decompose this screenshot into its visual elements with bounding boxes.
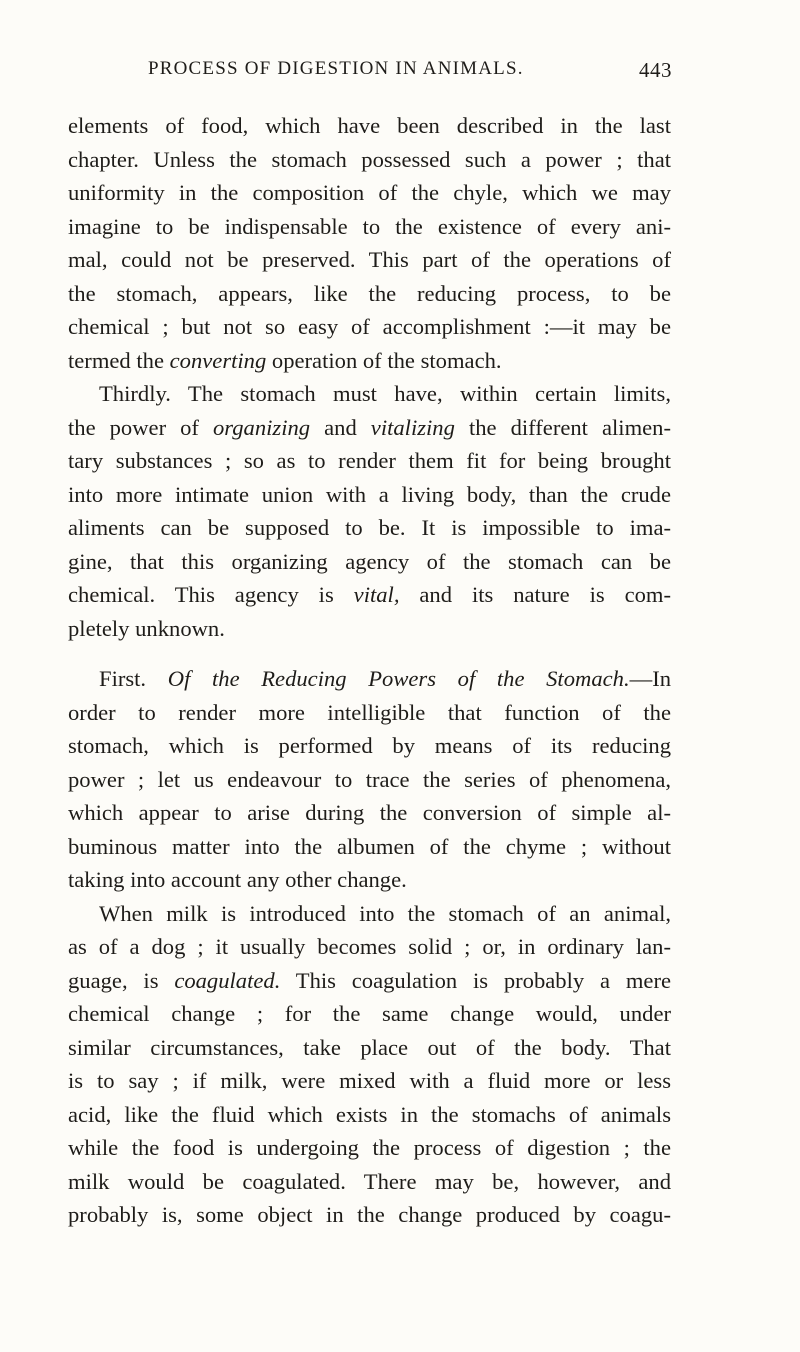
text-line-11: tary substances ; so as to render them fit for being brought <box>68 448 671 473</box>
text-line-25: as of a dog ; it usually becomes solid ; or, in ordinary lan- <box>68 934 671 959</box>
emphasis-coagulated: coagulated. <box>174 967 281 993</box>
running-title: PROCESS OF DIGESTION IN ANIMALS. <box>148 58 524 79</box>
text-line-8: termed the converting operation of the stomach. <box>68 347 502 373</box>
text-line-13: aliments can be supposed to be. It is impossible to ima- <box>68 515 671 540</box>
text-line-9: Thirdly. The stomach must have, within certain limits, <box>99 381 671 406</box>
text-line-33: probably is, some object in the change produced by coagu- <box>68 1202 671 1227</box>
text-line-1: elements of food, which have been described in the last <box>68 113 671 138</box>
section-heading-line: First. Of the Reducing Powers of the Stomach.—In <box>99 666 672 691</box>
text-line-10: the power of organizing and vitalizing the different alimen- <box>68 414 671 440</box>
text-line-24: When milk is introduced into the stomach of an animal, <box>99 900 671 926</box>
text-line-12: into more intimate union with a living body, than the crude <box>68 481 671 507</box>
text-line-32: milk would be coagulated. There may be, however, and <box>68 1168 671 1194</box>
text-line-21: which appear to arise during the conversion of simple al- <box>68 800 671 825</box>
text-line-20: power ; let us endeavour to trace the series of phenomena, <box>68 766 671 792</box>
text-line-23: taking into account any other change. <box>68 867 407 892</box>
text-line-27: chemical change ; for the same change would, under <box>68 1001 671 1026</box>
text-line-15: chemical. This agency is vital, and its nature is com- <box>68 582 671 607</box>
section-title: Of the Reducing Powers of the Stomach. <box>167 666 630 691</box>
emphasis-converting: converting <box>169 347 267 373</box>
emphasis-vital: vital, <box>353 582 400 607</box>
text-line-19: stomach, which is performed by means of its reducing <box>68 733 671 758</box>
body-text <box>68 109 671 1232</box>
page-number: 443 <box>639 58 672 82</box>
text-line-26: guage, is coagulated. This coagulation is probably a mere <box>68 967 671 993</box>
text-line-7: chemical ; but not so easy of accomplishment :—it may be <box>68 314 671 339</box>
text-line-4: imagine to be indispensable to the existence of every ani- <box>68 213 671 239</box>
text-line-22: buminous matter into the albumen of the chyme ; without <box>68 833 671 859</box>
text-line-16: pletely unknown. <box>68 615 225 641</box>
running-head <box>148 58 672 80</box>
text-line-30: acid, like the fluid which exists in the stomachs of animals <box>68 1101 671 1127</box>
text-line-18: order to render more intelligible that function of the <box>68 699 671 725</box>
text-line-28: similar circumstances, take place out of the body. That <box>68 1034 671 1060</box>
text-line-3: uniformity in the composition of the chyle, which we may <box>68 180 671 205</box>
text-line-2: chapter. Unless the stomach possessed such a power ; that <box>68 146 671 172</box>
text-line-5: mal, could not be preserved. This part of the operations of <box>68 247 671 272</box>
emphasis-vitalizing: vitalizing <box>370 414 455 440</box>
text-line-31: while the food is undergoing the process of digestion ; the <box>68 1135 671 1160</box>
text-line-14: gine, that this organizing agency of the stomach can be <box>68 548 671 574</box>
text-line-29: is to say ; if milk, were mixed with a fluid more or less <box>68 1068 671 1093</box>
text-line-6: the stomach, appears, like the reducing process, to be <box>68 280 671 306</box>
emphasis-organizing: organizing <box>213 414 311 440</box>
